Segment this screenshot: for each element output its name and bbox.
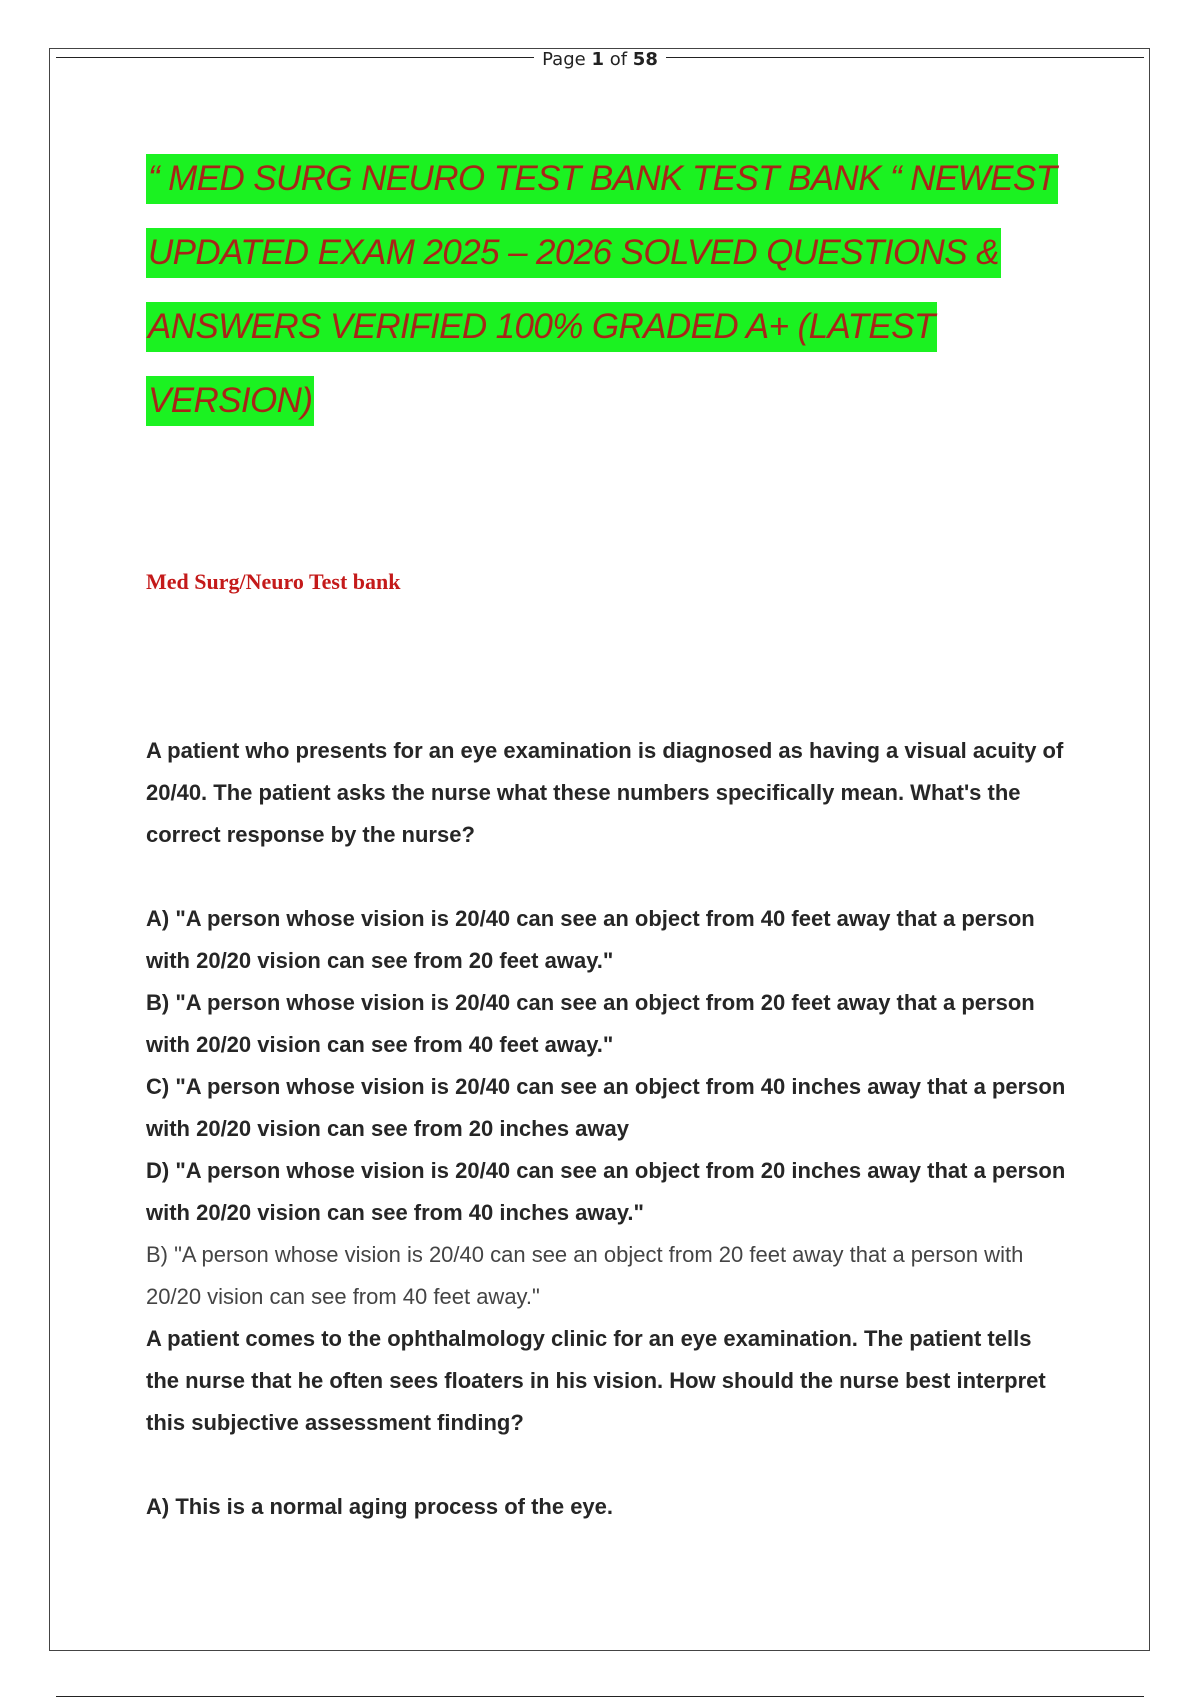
page-total: 58 [632,49,658,70]
question-1-option-c: C) "A person whose vision is 20/40 can see an object from 40 inches away that a person with 20/20 vision can see from 20 inches away [146,1074,1066,1141]
title-line-1: “ MED SURG NEURO TEST BANK TEST BANK “ NEWEST [146,154,1058,204]
question-1-option-b: B) "A person whose vision is 20/40 can see an object from 20 feet away that a person with 20/20 vision can see from 40 feet away." [146,990,1035,1057]
question-1-answer: B) "A person whose vision is 20/40 can see an object from 20 feet away that a person with 20/20 vision can see from 40 feet away." [146,1242,1024,1309]
page-prefix: Page [542,49,586,70]
title-line-3: ANSWERS VERIFIED 100% GRADED A+ (LATEST [146,302,937,352]
question-2-option-a: A) This is a normal aging process of the eye. [146,1494,614,1519]
section-heading: Med Surg/Neuro Test bank [146,569,401,594]
document-title [146,154,1057,450]
page-middle: of [609,49,628,70]
title-line-4: VERSION) [146,376,314,426]
title-line-2: UPDATED EXAM 2025 – 2026 SOLVED QUESTIONS & [146,228,1001,278]
question-1-option-d: D) "A person whose vision is 20/40 can see an object from 20 inches away that a person with 20/20 vision can see from 40 inches away." [146,1158,1066,1225]
question-1-option-a: A) "A person whose vision is 20/40 can see an object from 40 feet away that a person with 20/20 vision can see from 20 feet away." [146,906,1035,973]
page-current: 1 [591,49,604,70]
page-number [0,51,1200,69]
question-content [146,730,1066,1528]
question-1-stem: A patient who presents for an eye examination is diagnosed as having a visual acuity of 20/40. The patient asks the nurse what these numbers specifically mean. What's the correct response by the nurse? [146,738,1064,847]
footer-rule [56,1696,1144,1697]
question-2-stem: A patient comes to the ophthalmology clinic for an eye examination. The patient tells the nurse that he often sees floaters in his vision. How should the nurse best interpret this subjective assessment finding? [146,1326,1046,1435]
